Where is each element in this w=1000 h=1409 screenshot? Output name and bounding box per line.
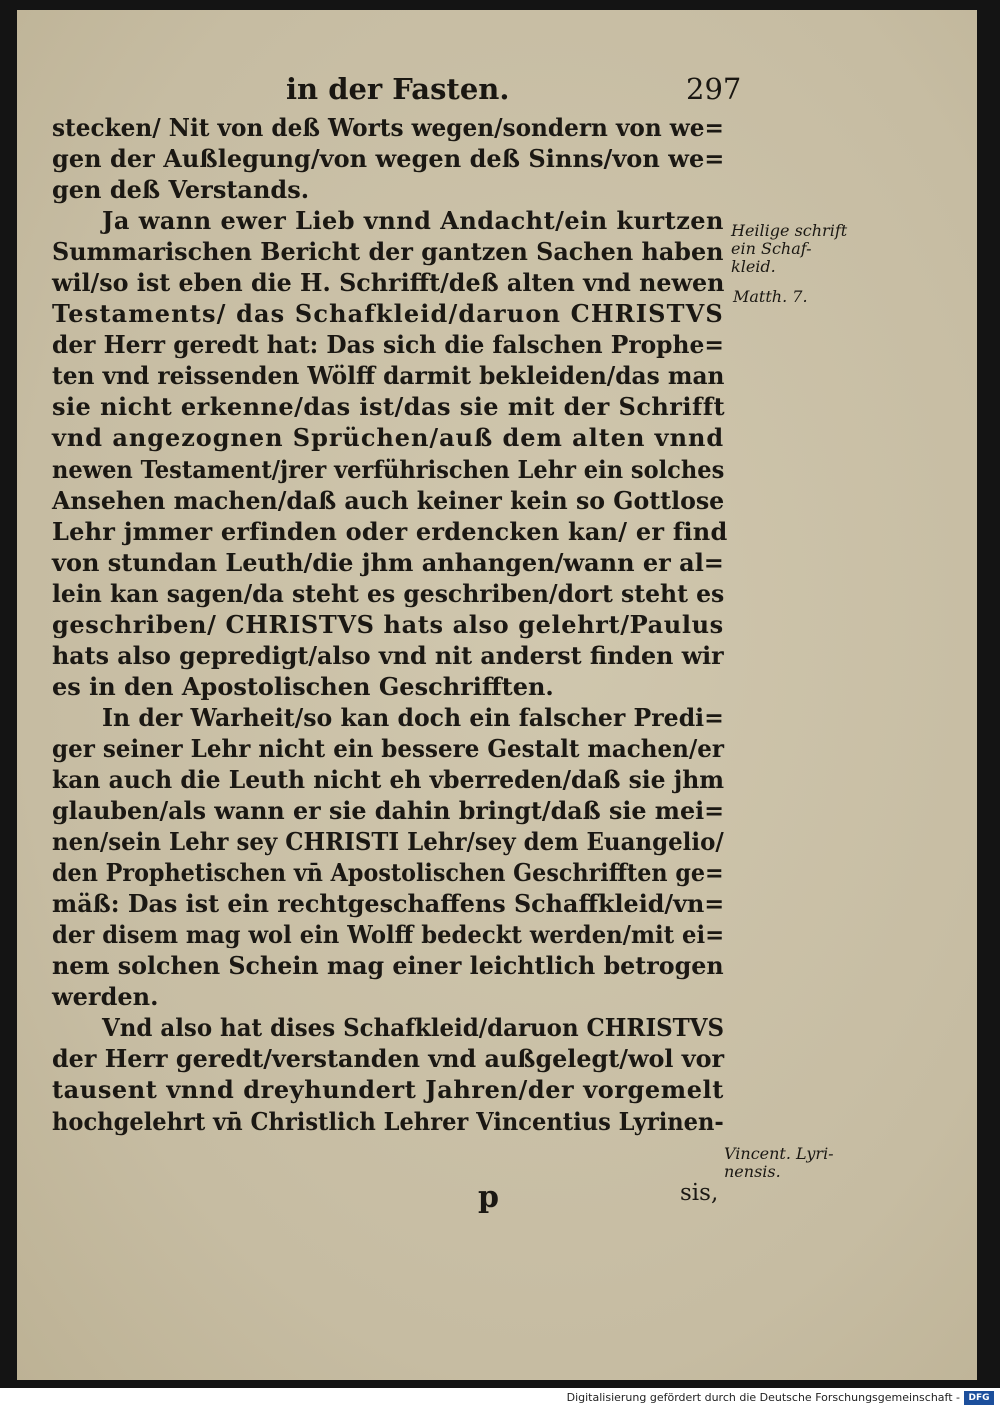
text-line (52, 826, 724, 857)
text-line (52, 640, 724, 671)
text-line-content: der Herr geredt/verstanden vnd außgelegt/wol vor (52, 1044, 725, 1074)
text-line-content: Ansehen machen/daß auch keiner kein so Gottlose (52, 485, 725, 515)
body-text (52, 112, 728, 1137)
text-line-content: stecken/ Nit von deß Worts wegen/sondern von we= (52, 113, 724, 142)
text-line-content: Vnd also hat dises Schafkleid/daruon CHRISTVS (102, 1013, 725, 1043)
text-line (52, 329, 724, 360)
text-line (52, 919, 724, 950)
text-line-content: hochgelehrt vn̄ Christlich Lehrer Vincentius Lyrinen- (52, 1106, 724, 1136)
text-line (52, 671, 724, 702)
text-line-content: Summarischen Bericht der gantzen Sachen haben (52, 237, 724, 267)
text-line-content: gen der Außlegung/von wegen deß Sinns/von we= (52, 144, 725, 174)
marginal-note-matth: Matth. 7. (733, 287, 808, 306)
text-line-content: werden. (52, 982, 159, 1012)
text-line-content: Lehr jmmer erfinden oder erdencken kan/ er find (52, 516, 728, 546)
text-line-content: der disem mag wol ein Wolff bedeckt werden/mit ei= (52, 920, 725, 950)
text-line (52, 733, 724, 764)
dfg-logo: DFG (964, 1391, 994, 1405)
text-line-content: vnd angezognen Sprüchen/auß dem alten vnnd (52, 423, 725, 453)
funding-credit: Digitalisierung gefördert durch die Deutsche Forschungsgemeinschaft - (566, 1391, 960, 1404)
text-line-content: den Prophetischen vn̄ Apostolischen Geschrifften ge= (52, 858, 724, 888)
page-number: 297 (686, 72, 742, 106)
text-line (52, 981, 724, 1012)
text-line (52, 143, 724, 174)
text-line (52, 391, 724, 422)
running-head: in der Fasten. (286, 72, 510, 106)
text-line (52, 1043, 724, 1074)
catchword: sis, (680, 1180, 719, 1206)
text-line-content: In der Warheit/so kan doch ein falscher Predi= (102, 702, 724, 732)
text-line-content: gen deß Verstands. (52, 175, 310, 205)
text-line-content: sie nicht erkenne/das ist/das sie mit der Schrifft (52, 392, 726, 422)
text-line-content: ger seiner Lehr nicht ein bessere Gestalt machen/er (52, 733, 725, 763)
text-line-content: hats also gepredigt/also vnd nit anderst finden wir (52, 640, 724, 670)
text-line-content: ten vnd reissenden Wölff darmit bekleiden/das man (52, 361, 725, 391)
text-line-content: lein kan sagen/da steht es geschriben/dort steht es (52, 578, 725, 608)
text-line (52, 205, 724, 236)
text-line-content: geschriben/ CHRISTVS hats also gelehrt/Paulus (52, 609, 724, 639)
text-line-content: es in den Apostolischen Geschrifften. (52, 671, 554, 701)
text-line-content: von stundan Leuth/die jhm anhangen/wann er al= (52, 547, 724, 577)
text-line-content: Ja wann ewer Lieb vnnd Andacht/ein kurtzen (102, 206, 724, 236)
text-line-content: nen/sein Lehr sey CHRISTI Lehr/sey dem Euangelio/ (52, 827, 724, 857)
text-line (52, 578, 724, 609)
text-line (52, 360, 724, 391)
marginal-note-heilige-schrift: Heilige schrift ein Schaf- kleid. (731, 221, 848, 276)
footer-credit-bar (0, 1388, 1000, 1409)
text-line (52, 950, 724, 981)
text-line-content: Testaments/ das Schafkleid/daruon CHRISTVS (52, 299, 724, 329)
text-line (52, 267, 724, 298)
text-line (52, 764, 724, 795)
text-line (52, 298, 724, 329)
text-line (52, 1012, 724, 1043)
text-line (52, 857, 724, 888)
text-line-content: newen Testament/jrer verführischen Lehr ein solches (52, 454, 725, 484)
text-line (52, 174, 724, 205)
text-line (52, 1074, 724, 1105)
text-line-content: der Herr geredt hat: Das sich die falschen Prophe= (52, 330, 724, 360)
text-line (52, 112, 724, 143)
marginal-note-vincent: Vincent. Lyri- nensis. (724, 1144, 834, 1181)
text-line (52, 236, 724, 267)
text-line-content: tausent vnnd dreyhundert Jahren/der vorgemelt (52, 1075, 724, 1105)
text-line (52, 702, 724, 733)
text-line-content: nem solchen Schein mag einer leichtlich betrogen (52, 951, 724, 981)
text-line-content: kan auch die Leuth nicht eh vberreden/daß sie jhm (52, 764, 725, 794)
text-line (52, 795, 724, 826)
text-line (52, 454, 724, 485)
signature-mark: p (478, 1180, 499, 1215)
text-line (52, 547, 724, 578)
text-line (52, 516, 728, 547)
text-line (52, 422, 724, 453)
text-line (52, 888, 724, 919)
text-line (52, 1106, 724, 1137)
text-line-content: wil/so ist eben die H. Schrifft/deß alten vnd newen (52, 268, 725, 298)
text-line-content: glauben/als wann er sie dahin bringt/daß sie mei= (52, 796, 725, 826)
text-line (52, 609, 724, 640)
text-line (52, 485, 724, 516)
text-line-content: mäß: Das ist ein rechtgeschaffens Schaffkleid/vn= (52, 889, 725, 919)
